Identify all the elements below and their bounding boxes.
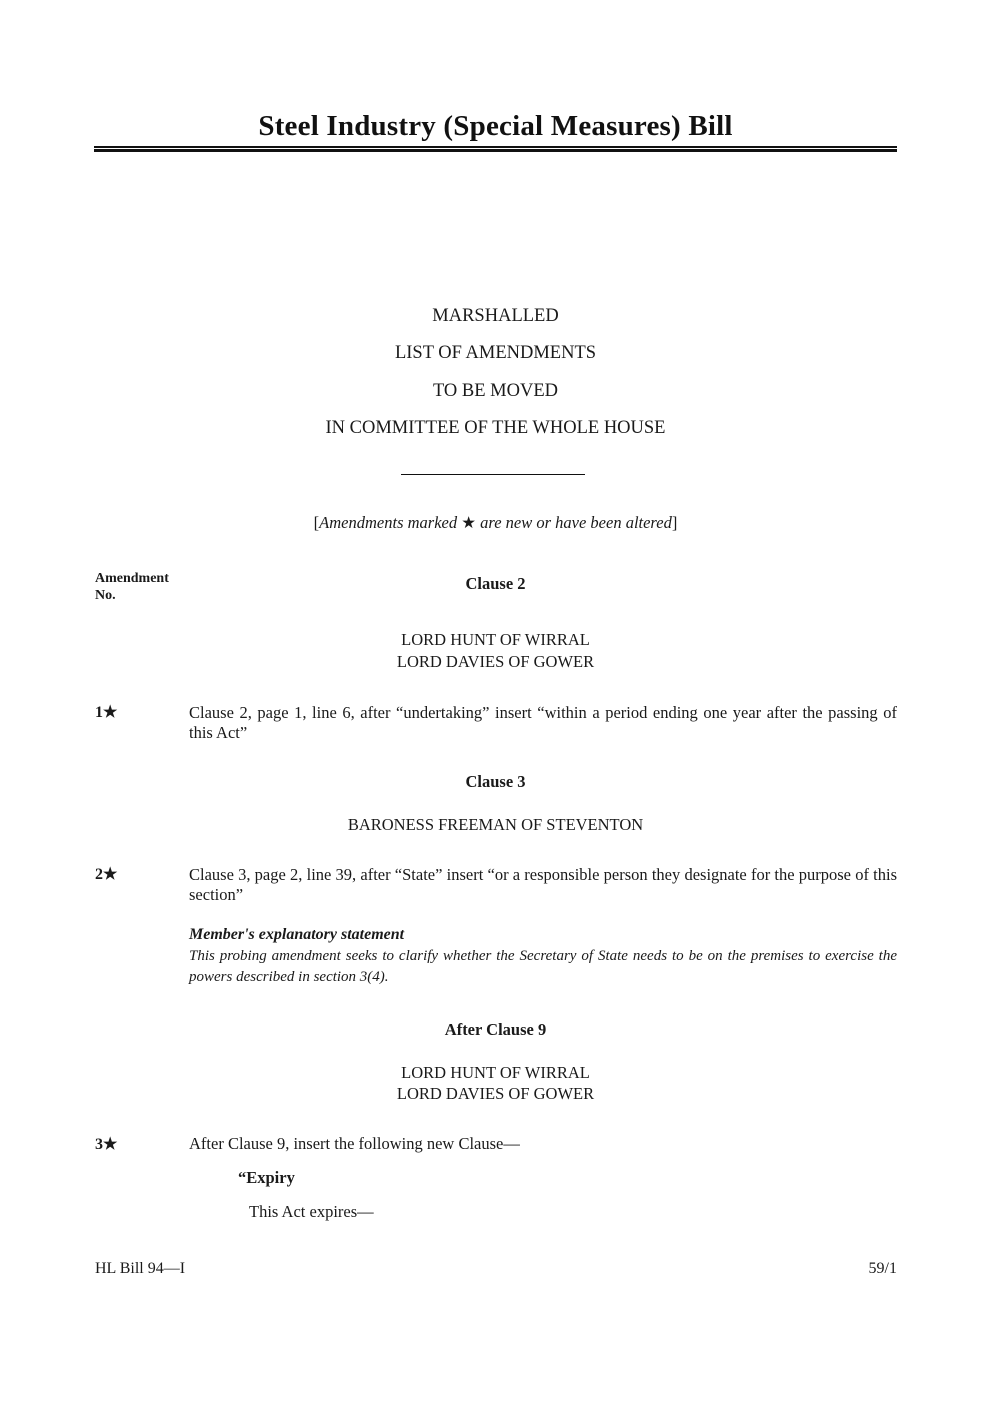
heading-divider: [401, 474, 585, 475]
sponsor-name: BARONESS FREEMAN OF STEVENTON: [347, 815, 644, 834]
section-heading-after-clause-9: After Clause 9: [444, 1020, 547, 1039]
notice-text-before: Amendments marked: [319, 513, 462, 532]
amendment-text: Clause 2, page 1, line 6, after “undertaking” insert “within a period ending one year after the passing of this Act”: [189, 703, 897, 742]
amendment-number: 2★: [95, 866, 118, 883]
explanatory-statement-body: This probing amendment seeks to clarify whether the Secretary of State needs to be on the premises to exercise the powers described in section 3(4).: [189, 948, 897, 985]
bill-title: Steel Industry (Special Measures) Bill: [258, 110, 733, 142]
amendment-label-line2: No.: [95, 588, 116, 603]
notice-text-after: are new or have been altered: [476, 513, 672, 532]
sponsor-name: LORD DAVIES OF GOWER: [396, 1084, 595, 1103]
notice-close-bracket: ]: [671, 513, 678, 532]
footer-page-reference: 59/1: [868, 1260, 897, 1277]
sponsor-name: LORD DAVIES OF GOWER: [396, 652, 595, 671]
heading-to-be-moved: TO BE MOVED: [432, 381, 559, 401]
new-clause-title: “Expiry: [238, 1168, 295, 1187]
heading-list-of-amendments: LIST OF AMENDMENTS: [394, 343, 597, 363]
star-icon: ★: [461, 513, 477, 532]
heading-committee: IN COMMITTEE OF THE WHOLE HOUSE: [325, 418, 666, 438]
amendment-label-line1: Amendment: [95, 571, 169, 586]
sponsor-name: LORD HUNT OF WIRRAL: [401, 1063, 590, 1082]
heading-marshalled: MARSHALLED: [432, 306, 559, 326]
amendment-text: After Clause 9, insert the following new Clause—: [189, 1134, 520, 1153]
section-heading-clause-3: Clause 3: [465, 772, 526, 791]
amendment-number: 1★: [95, 704, 118, 721]
amendment-number: 3★: [95, 1136, 118, 1153]
footer-bill-reference: HL Bill 94—I: [95, 1260, 186, 1277]
notice-open-bracket: [: [313, 513, 320, 532]
section-heading-clause-2: Clause 2: [465, 574, 526, 593]
title-rule-thin: [94, 146, 897, 148]
explanatory-statement-title: Member's explanatory statement: [189, 926, 405, 943]
new-clause-text: This Act expires—: [249, 1202, 374, 1221]
title-rule-thick: [94, 149, 897, 152]
amendments-notice: [94, 512, 897, 534]
amendment-text: Clause 3, page 2, line 39, after “State” insert “or a responsible person they designate for the purpose of this section”: [189, 865, 897, 904]
sponsor-name: LORD HUNT OF WIRRAL: [401, 630, 590, 649]
